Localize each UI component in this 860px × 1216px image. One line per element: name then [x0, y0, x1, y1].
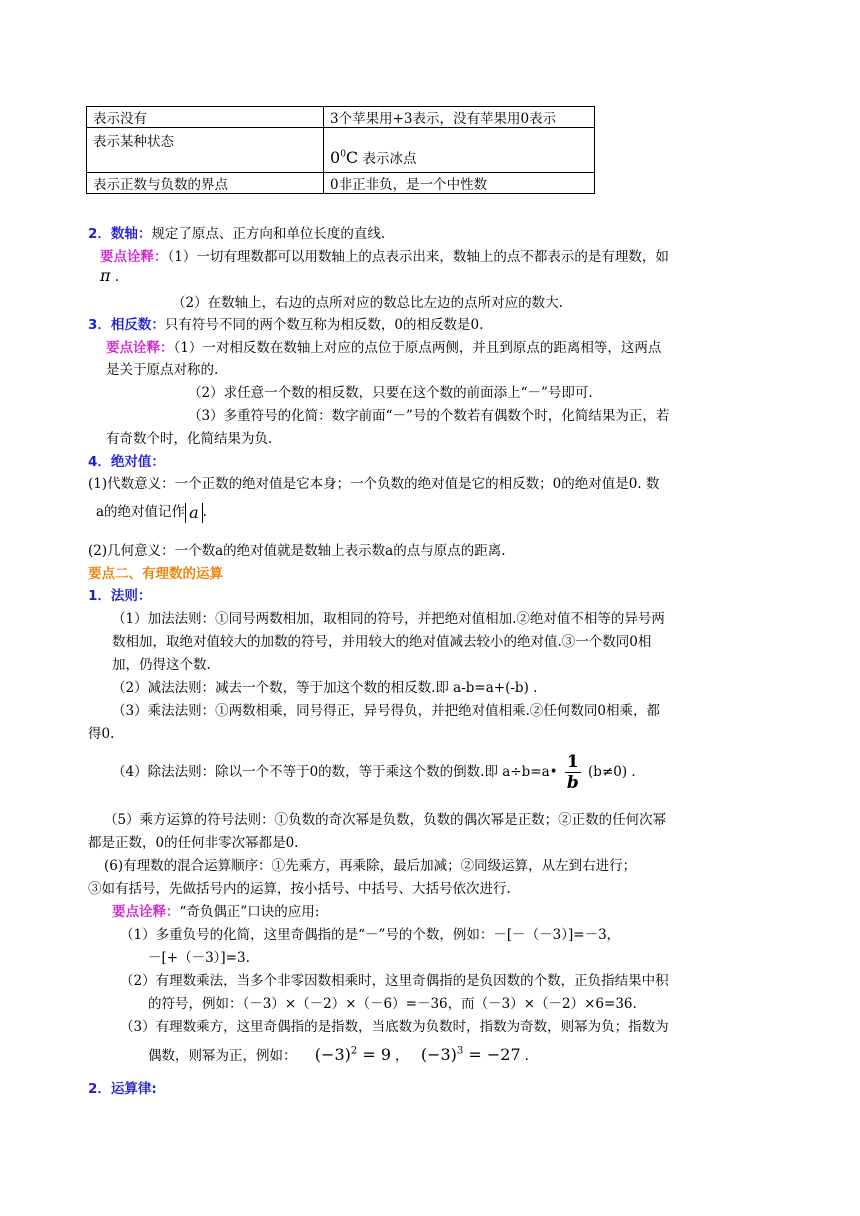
note-line: 要点诠释：（1）一切有理数都可以用数轴上的点表示出来，数轴上的点不都表示的是有理数，如 [100, 249, 669, 265]
text-line: (6)有理数的混合运算顺序：①先乘方，再乘除，最后加减；②同级运算，从左到右进行； [104, 858, 637, 874]
table-cell: 表示没有 [87, 107, 324, 128]
table-cell-text: 表示冰点 [362, 151, 417, 167]
power-example: $(-3)^3 = -27$ [420, 1045, 521, 1064]
number-line-heading: 2．数轴：规定了原点、正方向和单位长度的直线. [88, 226, 386, 242]
rules-heading: 1．法则： [88, 588, 152, 604]
meaning-table [86, 106, 595, 194]
zero-celsius: $0^0C$ [330, 148, 359, 167]
absolute-value-heading: 4．绝对值： [88, 454, 165, 470]
text-line: （5）乘方运算的符号法则：①负数的奇次幂是负数，负数的偶次幂是正数；②正数的任何次幂 [104, 812, 667, 828]
text-line: 都是正数，0的任何非零次幂都是0. [88, 835, 299, 851]
text-line: （2）减法法则：减去一个数，等于加这个数的相反数.即 a-b=a+(-b) . [112, 680, 538, 696]
table-cell: 0非正非负，是一个中性数 [324, 173, 595, 194]
table-cell: 表示正数与负数的界点 [87, 173, 324, 194]
table-cell: 3个苹果用+3表示，没有苹果用0表示 [324, 107, 595, 128]
note-line: 有奇数个时，化简结果为负. [106, 431, 273, 447]
text-line: 数相加，取绝对值较大的加数的符号，并用较大的绝对值减去较小的绝对值.③一个数同0相 [112, 634, 652, 650]
table-row [87, 173, 595, 194]
note-line: 的符号，例如：（－3）×（－2）×（－6）=－36，而（－3）×（－2）×6=36. [148, 996, 637, 1012]
note-line: （2）有理数乘法，当多个非零因数相乘时，这里奇偶指的是负因数的个数，正负指结果中积 [120, 973, 669, 989]
laws-heading: 2．运算律: [88, 1081, 157, 1097]
power-example: $(-3)^2 = 9$ [314, 1045, 392, 1064]
text-line: （4）除法法则：除以一个不等于0的数，等于乘这个数的倒数.即 a÷b=a• $\frac{1}{b}$ (b≠0) . [112, 752, 636, 793]
text-line: (1)代数意义：一个正数的绝对值是它本身；一个负数的绝对值是它的相反数；0的绝对值是0. 数 [88, 476, 660, 492]
table-cell [324, 128, 595, 173]
fraction: $\frac{1}{b}$ [566, 752, 579, 793]
note-line: （3）有理数乘方，这里奇偶指的是指数，当底数为负数时，指数为奇数，则幂为负；指数为 [120, 1019, 669, 1035]
note-line: －[+（－3）]=3. [148, 950, 250, 966]
table-cell: 表示某种状态 [87, 128, 324, 173]
opposite-number-heading: 3．相反数：只有符号不同的两个数互称为相反数，0的相反数是0. [88, 317, 484, 333]
note-line: 是关于原点对称的. [106, 362, 219, 378]
note-line: （1）多重负号的化简，这里奇偶指的是“－”号的个数，例如：－[－（－3）]=－3， [120, 927, 621, 943]
table-row [87, 128, 595, 173]
note-line: π . [100, 266, 120, 285]
note-line: （2）求任意一个数的相反数，只要在这个数的前面添上“－”号即可. [188, 385, 593, 401]
note-line: 要点诠释：“奇负偶正”口诀的应用: [112, 904, 320, 920]
note-line: 要点诠释：（1）一对相反数在数轴上对应的点位于原点两侧，并且到原点的距离相等，这两点 [106, 340, 662, 356]
part2-heading: 要点二、有理数的运算 [88, 566, 223, 582]
note-line: 偶数，则幂为正，例如： $(-3)^2 = 9$ ， $(-3)^3 = -27$ . [148, 1045, 529, 1064]
text-line: 得0. [88, 726, 115, 742]
text-line: a的绝对值记作 a . [96, 502, 207, 522]
table-row [87, 107, 595, 128]
note-line: （2）在数轴上，右边的点所对应的数总比左边的点所对应的数大. [172, 295, 563, 311]
text-line: （1）加法法则：①同号两数相加，取相同的符号，并把绝对值相加.②绝对值不相等的异号两 [112, 611, 665, 627]
text-line: ③如有括号，先做括号内的运算，按小括号、中括号、大括号依次进行. [88, 881, 511, 897]
note-line: （3）多重符号的化简：数字前面“－”号的个数若有偶数个时，化简结果为正，若 [188, 408, 670, 424]
text-line: (2)几何意义：一个数a的绝对值就是数轴上表示数a的点与原点的距离. [88, 543, 506, 559]
text-line: 加，仍得这个数. [112, 657, 211, 673]
text-line: （3）乘法法则：①两数相乘，同号得正，异号得负，并把绝对值相乘.②任何数同0相乘，都 [112, 703, 660, 719]
absolute-value-notation: a [185, 503, 203, 523]
